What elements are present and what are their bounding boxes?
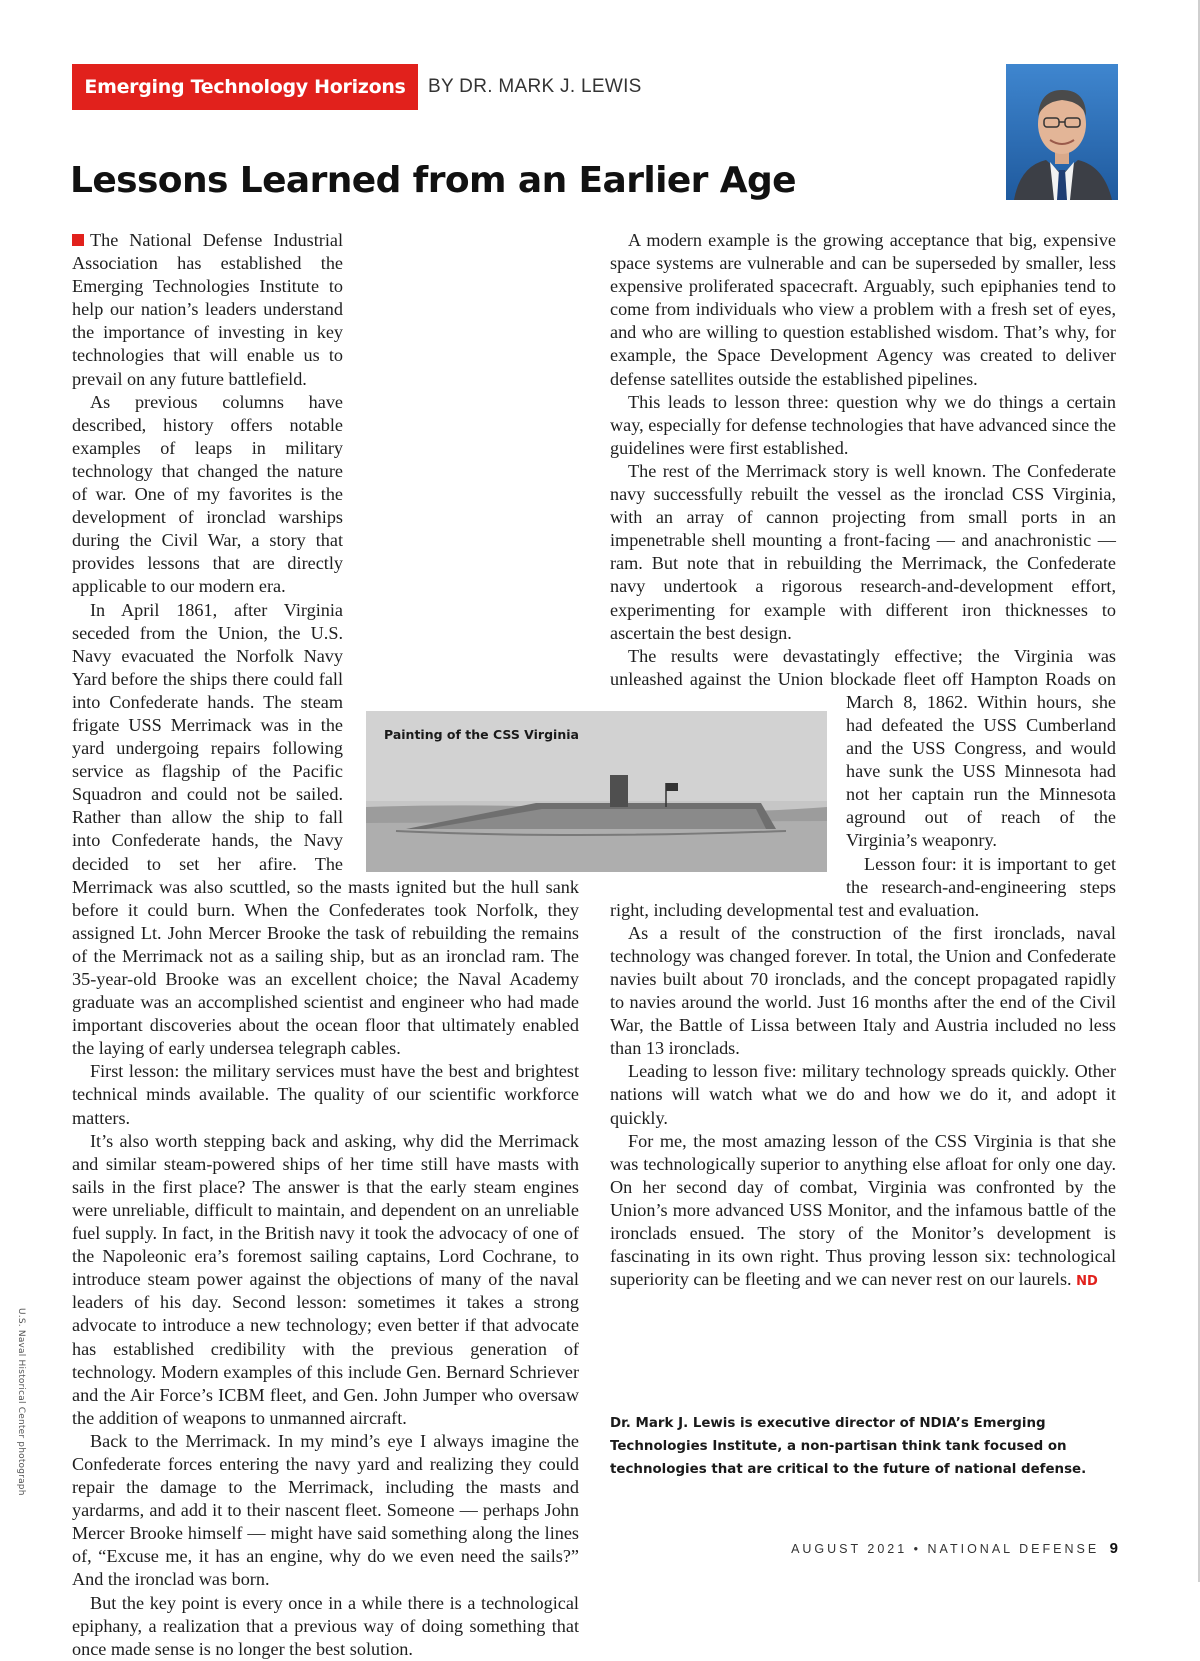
paragraph: Leading to lesson five: military technology spreads quickly. Other nations will watch what we do and how we do it, and adopt it quickly. bbox=[610, 1061, 1116, 1128]
paragraph: A modern example is the growing acceptance that big, expensive space systems are vulnerable and can be superseded by smaller, less expensive proliferated spacecraft. Arguably, such epiphanies tend to come from individuals who view a problem with a fresh set of eyes, and who are willing to question established wisdom. That’s why, for example, the Space Development Agency was created to deliver defense satellites outside the established pipelines. bbox=[610, 230, 1116, 389]
float-spacer bbox=[343, 229, 579, 695]
page-footer bbox=[791, 1540, 1118, 1557]
paragraph: This leads to lesson three: question why we do things a certain way, especially for defense technologies that have advanced since the guidelines were first established. bbox=[610, 391, 1116, 458]
author-bio: Dr. Mark J. Lewis is executive director of NDIA’s Emerging Technologies Institute, a non-partisan think tank focused on technologies that are critical to the future of national defense. bbox=[610, 1416, 1087, 1477]
paragraph: As previous columns have described, history offers notable examples of leaps in military technology that changed the nature of war. One of my favorites is the development of ironclad warships during the Civil War, a story that provides lessons that are directly applicable to our modern era. bbox=[72, 391, 343, 597]
paragraph: First lesson: the military services must have the best and brightest technical minds available. The quality of our scientific workforce matters. bbox=[72, 1061, 579, 1128]
paragraph: The National Defense Industrial Association has established the Emerging Technologies Institute to help our nation’s leaders understand the importance of investing in key technologies that will enable us to prevail on any future battlefield. bbox=[72, 230, 343, 389]
photo-credit: U.S. Naval Historical Center photograph bbox=[16, 1308, 26, 1496]
article-headline: Lessons Learned from an Earlier Age bbox=[70, 160, 797, 201]
ship-photo bbox=[366, 711, 827, 872]
paragraph: It’s also worth stepping back and asking, why did the Merrimack and similar steam-powered ships of her time still have masts with sails in the first place? The answer is that the early steam engines were unreliable, difficult to maintain, and dependent on an unreliable fuel supply. In fact, in the British navy it took the advocacy of one of the Napoleonic era’s foremost sailing captains, Lord Cochrane, to introduce steam power against the objections of many of the naval leaders of his day. Second lesson: sometimes it takes a strong advocate to introduce a new technology; even better if that advocate has established credibility with the previous generation of technology. Modern examples of this include Gen. Bernard Schriever and the Air Force’s ICBM fleet, and Gen. John Jumper who oversaw the addition of weapons to unmanned aircraft. bbox=[72, 1130, 579, 1428]
paragraph: But the key point is every once in a while there is a technological epiphany, a realization that a previous way of doing something that once made sense is no longer the best solution. bbox=[72, 1592, 579, 1659]
author-portrait bbox=[1006, 64, 1118, 200]
article-column-left bbox=[72, 229, 579, 1661]
paragraph: Lesson four: it is important to get the research-and-engineering steps right, including developmental test and evaluation. bbox=[610, 853, 1116, 920]
paragraph: The results were devastatingly effective; the Virginia was unleashed against the Union blockade fleet off Hampton Roads on March 8, 1862. Within hours, she had defeated the USS Cumberland and the USS Congress, and would have sunk the USS Minnesota had not her captain run the Minnesota aground out of reach of the Virginia’s weaponry. bbox=[610, 645, 1116, 851]
author-byline: BY DR. MARK J. LEWIS bbox=[428, 76, 642, 97]
paragraph: Back to the Merrimack. In my mind’s eye I always imagine the Confederate forces entering the navy yard and realizing they could repair the damage to the Merrimack, including the masts and yardarms, and add it to their nascent fleet. Someone — perhaps John Mercer Brooke himself — might have said something along the lines of, “Excuse me, it has an engine, why do we even need the sails?” And the ironclad was born. bbox=[72, 1430, 579, 1590]
paragraph: As a result of the construction of the first ironclads, naval technology was changed forever. In total, the Union and Confederate navies built about 70 ironclads, and the concept propagated rapidly to navies around the world. Just 16 months after the end of the Civil War, the Battle of Lissa between Italy and Austria included no less than 13 ironclads. bbox=[610, 922, 1116, 1059]
paragraph: For me, the most amazing lesson of the CSS Virginia is that she was technologically superior to anything else afloat for only one day. On her second day of combat, Virginia was confronted by the Union’s more advanced USS Monitor, and the infamous battle of the ironclads ensued. The story of the Monitor’s development is fascinating in its own right. Thus proving lesson six: technological superiority can be fleeting and we can never rest on our laurels. ND bbox=[610, 1130, 1116, 1290]
issue-label: AUGUST 2021 • NATIONAL DEFENSE bbox=[791, 1542, 1100, 1556]
section-kicker: Emerging Technology Horizons bbox=[72, 64, 418, 110]
end-mark: ND bbox=[1076, 1274, 1098, 1290]
paragraph: In April 1861, after Virginia seceded from the Union, the U.S. Navy evacuated the Norfolk Navy Yard before the ships there could fall into Confederate hands. The steam frigate USS Merrimack was in the yard undergoing repairs following service as flagship of the Pacific Squadron and could not be sailed. Rather than allow the ship to fall into Confederate hands, the Navy decided to set her afire. The Merrimack was also scuttled, so the masts ignited but the hull sank before it could burn. When the Confederates took Norfolk, they assigned Lt. John Mercer Brooke the task of rebuilding the remains of the Merrimack not as a sailing ship, but as an ironclad ram. The 35-year-old Brooke was an excellent choice; the Naval Academy graduate was an accomplished scientist and engineer who had made important discoveries about the ocean floor that ultimately enabled the laying of early undersea telegraph cables. bbox=[72, 599, 579, 1059]
page-number: 9 bbox=[1109, 1540, 1118, 1557]
section-marker-icon bbox=[72, 234, 84, 246]
photo-caption: Painting of the CSS Virginia bbox=[384, 727, 579, 742]
paragraph: The rest of the Merrimack story is well known. The Confederate navy successfully rebuilt the vessel as the ironclad CSS Virginia, with an array of cannon projecting from small ports in an impenetrable shell mounting a front-facing — and anachronistic — ram. But note that in rebuilding the Merrimack, the Confederate navy undertook a rigorous research-and-development effort, experimenting for example with different iron thicknesses to ascertain the best design. bbox=[610, 460, 1116, 643]
